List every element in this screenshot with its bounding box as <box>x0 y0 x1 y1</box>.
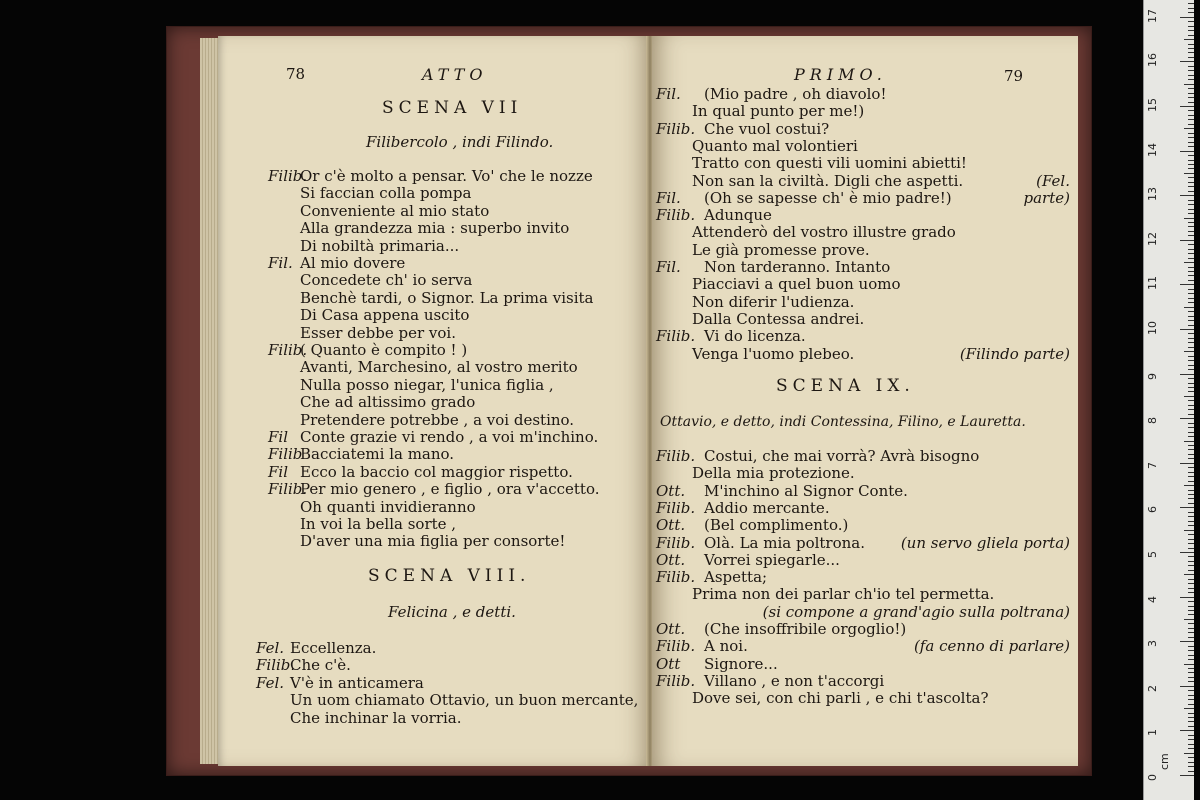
ruler-tick <box>1188 543 1194 544</box>
dialogue-line: Addio mercante. <box>704 498 830 517</box>
dialogue-line: Pretendere potrebbe , a voi destino. <box>300 410 575 429</box>
ruler-tick <box>1188 119 1194 120</box>
ruler-tick <box>1188 360 1194 361</box>
ruler-tick <box>1188 539 1194 540</box>
ruler-tick <box>1188 356 1194 357</box>
ruler-tick <box>1180 61 1194 62</box>
dialogue-line: (Mio padre , oh diavolo! <box>704 85 887 103</box>
dialogue-line: V'è in anticamera <box>290 673 424 692</box>
ruler-tick <box>1188 391 1194 392</box>
speaker-label: Filib. <box>268 480 308 499</box>
dialogue-line: Che c'è. <box>290 656 351 675</box>
dialogue-line: Benchè tardi, o Signor. La prima visita <box>300 288 594 307</box>
ruler-tick <box>1188 213 1194 214</box>
ruler-tick <box>1188 12 1194 13</box>
dialogue-line: Nulla posso niegar, l'unica figlia , <box>300 375 554 394</box>
ruler-tick <box>1188 650 1194 651</box>
ruler-tick <box>1188 690 1194 691</box>
ruler-tick <box>1188 365 1194 366</box>
speaker-label: Filib. <box>656 533 696 552</box>
ruler-tick <box>1188 721 1194 722</box>
ruler-tick <box>1188 565 1194 566</box>
speaker-label: Fil <box>268 462 289 481</box>
scene-ix-title: SCENA IX. <box>776 376 915 396</box>
ruler-tick <box>1188 333 1194 334</box>
ruler-tick <box>1188 436 1194 437</box>
ruler-tick <box>1184 485 1194 486</box>
ruler-tick <box>1188 280 1194 281</box>
ruler-tick <box>1188 579 1194 580</box>
ruler-tick <box>1188 115 1194 116</box>
ruler-tick <box>1188 168 1194 169</box>
ruler-tick <box>1188 423 1194 424</box>
right-running-head: PRIMO. <box>794 65 887 84</box>
scene-ix-characters: Ottavio, e detto, indi Contessina, Filino, e Lauretta. <box>660 414 1026 430</box>
ruler-tick <box>1184 530 1194 531</box>
ruler-tick <box>1180 552 1194 553</box>
ruler-tick <box>1188 556 1194 557</box>
ruler-tick <box>1188 3 1194 4</box>
ruler-tick <box>1188 548 1194 549</box>
ruler-tick <box>1188 498 1194 499</box>
stage-direction: (Filindo parte) <box>959 344 1070 363</box>
ruler-tick <box>1188 637 1194 638</box>
ruler-tick <box>1188 258 1194 259</box>
ruler-tick <box>1180 151 1194 152</box>
ruler-tick <box>1188 347 1194 348</box>
ruler-tick <box>1188 191 1194 192</box>
ruler-tick <box>1188 124 1194 125</box>
dialogue-line: Di Casa appena uscito <box>300 306 470 325</box>
left-running-head: ATTO <box>422 65 488 84</box>
ruler-tick <box>1188 646 1194 647</box>
speaker-label: Ott. <box>656 481 686 500</box>
ruler-tick <box>1188 88 1194 89</box>
ruler-tick <box>1188 762 1194 763</box>
speaker-label: Ott. <box>656 620 686 638</box>
scene-viii-characters: Felicina , e detti. <box>388 603 516 621</box>
ruler-number: 0 <box>1146 774 1159 781</box>
speaker-label: Filib. <box>656 671 696 690</box>
ruler-tick <box>1188 757 1194 758</box>
ruler-tick <box>1188 298 1194 299</box>
ruler-tick <box>1188 200 1194 201</box>
ruler-tick <box>1180 597 1194 598</box>
ruler-tick <box>1188 525 1194 526</box>
ruler-tick <box>1184 218 1194 219</box>
library-watermark <box>470 300 600 430</box>
ruler-tick <box>1188 704 1194 705</box>
ruler-tick <box>1188 606 1194 607</box>
ruler-tick <box>1188 659 1194 660</box>
speaker-label: Filib. <box>656 327 696 346</box>
ruler-number: 9 <box>1146 372 1159 380</box>
speaker-label: Filib. <box>656 498 696 517</box>
dialogue-line: Concedete ch' io serva <box>300 271 473 290</box>
ruler-tick <box>1188 454 1194 455</box>
dialogue-line: ( Quanto è compito ! ) <box>300 341 468 359</box>
ruler-tick <box>1188 338 1194 339</box>
dialogue-line: Esser debbe per voi. <box>300 323 456 342</box>
dialogue-line: Bacciatemi la mano. <box>300 445 455 464</box>
ruler-tick <box>1188 302 1194 303</box>
ruler-tick <box>1188 79 1194 80</box>
ruler-tick <box>1188 516 1194 517</box>
ruler-tick <box>1180 775 1194 776</box>
dialogue-line: Attenderò del vostro illustre grado <box>692 223 956 242</box>
ruler-tick <box>1188 369 1194 370</box>
ruler-tick <box>1188 320 1194 321</box>
ruler-tick <box>1188 481 1194 482</box>
ruler-tick <box>1188 146 1194 147</box>
ruler-tick <box>1188 695 1194 696</box>
ruler-tick <box>1188 588 1194 589</box>
ruler-tick <box>1188 668 1194 669</box>
dialogue-line: Conte grazie vi rendo , a voi m'inchino. <box>300 428 599 446</box>
dialogue-line: Si faccian colla pompa <box>300 184 472 203</box>
ruler-tick <box>1188 561 1194 562</box>
ruler-number: 11 <box>1146 276 1159 291</box>
ruler-number: 1 <box>1146 729 1159 737</box>
dialogue-line: Costui, che mai vorrà? Avrà bisogno <box>704 447 980 465</box>
ruler-tick <box>1188 623 1194 624</box>
ruler-tick <box>1188 628 1194 629</box>
ruler-tick <box>1180 195 1194 196</box>
ruler-tick <box>1188 253 1194 254</box>
ruler-tick <box>1188 383 1194 384</box>
dialogue-line: Al mio dovere <box>300 254 406 272</box>
dialogue-line: (Che insoffribile orgoglio!) <box>704 620 907 638</box>
ruler-tick <box>1188 614 1194 615</box>
ruler-tick <box>1180 686 1194 687</box>
ruler-tick <box>1188 601 1194 602</box>
ruler-tick <box>1188 275 1194 276</box>
ruler-tick <box>1180 106 1194 107</box>
ruler-tick <box>1188 387 1194 388</box>
speaker-label: Ott <box>656 654 681 673</box>
ruler-number: 4 <box>1146 595 1159 603</box>
speaker-label: Fil. <box>656 188 681 207</box>
scale-ruler <box>1143 0 1194 800</box>
dialogue-line: Della mia protezione. <box>692 464 855 483</box>
ruler-tick <box>1184 753 1194 754</box>
ruler-tick <box>1188 70 1194 71</box>
ruler-tick <box>1188 467 1194 468</box>
ruler-tick <box>1188 75 1194 76</box>
ruler-tick <box>1188 592 1194 593</box>
ruler-number: 15 <box>1146 98 1159 112</box>
ruler-tick <box>1180 329 1194 330</box>
ruler-tick <box>1188 21 1194 22</box>
stage-direction: (un servo gliela porta) <box>900 533 1070 552</box>
ruler-tick <box>1188 35 1194 36</box>
dialogue-line: Che ad altissimo grado <box>300 393 476 412</box>
ruler-tick <box>1180 374 1194 375</box>
ruler-tick <box>1188 209 1194 210</box>
scene-viii-title: SCENA VIII. <box>368 566 531 586</box>
speaker-label: Filib. <box>656 206 696 225</box>
ruler-tick <box>1188 521 1194 522</box>
ruler-tick <box>1188 222 1194 223</box>
ruler-tick <box>1180 418 1194 419</box>
ruler-tick <box>1188 48 1194 49</box>
ruler-tick <box>1180 284 1194 285</box>
speaker-label: Filib. <box>268 341 308 359</box>
ruler-tick <box>1188 717 1194 718</box>
dialogue-line: Adunque <box>704 206 772 225</box>
left-page-number: 78 <box>286 65 306 83</box>
ruler-tick <box>1188 458 1194 459</box>
ruler-tick <box>1188 713 1194 714</box>
dialogue-line: M'inchino al Signor Conte. <box>704 481 908 500</box>
ruler-tick <box>1188 632 1194 633</box>
dialogue-line: In voi la bella sorte , <box>300 515 457 533</box>
ruler-tick <box>1188 735 1194 736</box>
ruler-tick <box>1188 249 1194 250</box>
right-page-number: 79 <box>1004 67 1024 85</box>
ruler-tick <box>1188 672 1194 673</box>
ruler-tick <box>1188 699 1194 700</box>
ruler-tick <box>1188 30 1194 31</box>
ruler-number: 2 <box>1146 684 1159 692</box>
dialogue-line: Conveniente al mio stato <box>300 201 490 220</box>
dialogue-line: Olà. La mia poltrona. <box>704 533 866 552</box>
ruler-tick <box>1188 766 1194 767</box>
ruler-tick <box>1184 396 1194 397</box>
ruler-tick <box>1188 226 1194 227</box>
ruler-number: 13 <box>1146 187 1159 202</box>
ruler-tick <box>1180 507 1194 508</box>
stage-direction: (fa cenno di parlare) <box>913 637 1070 656</box>
dialogue-line: (Oh se sapesse ch' è mio padre!) <box>704 188 952 207</box>
ruler-tick <box>1188 400 1194 401</box>
speaker-label: Fil. <box>656 85 681 103</box>
ruler-tick <box>1188 267 1194 268</box>
right-page <box>652 36 1078 766</box>
stage-direction: parte) <box>1023 188 1070 207</box>
dialogue-line: Dove sei, con chi parli , e chi t'ascolta? <box>692 689 989 708</box>
ruler-tick <box>1188 160 1194 161</box>
ruler-tick <box>1188 744 1194 745</box>
ruler-tick <box>1180 240 1194 241</box>
ruler-tick <box>1188 739 1194 740</box>
dialogue-line: Prima non dei parlar ch'io tel permetta. <box>692 585 995 604</box>
ruler-tick <box>1188 570 1194 571</box>
ruler-tick <box>1188 325 1194 326</box>
ruler-number: 6 <box>1146 506 1159 514</box>
dialogue-line: Tratto con questi vili uomini abietti! <box>692 154 967 173</box>
dialogue-line: Ecco la baccio col maggior rispetto. <box>300 462 573 481</box>
speaker-label: Filib <box>268 445 303 464</box>
speaker-label: Filib. <box>268 167 308 185</box>
speaker-label: Fel. <box>256 673 285 692</box>
ruler-tick <box>1188 271 1194 272</box>
ruler-tick <box>1188 311 1194 312</box>
ruler-number: 7 <box>1146 461 1159 469</box>
ruler-tick <box>1184 619 1194 620</box>
ruler-tick <box>1188 726 1194 727</box>
ruler-tick <box>1188 204 1194 205</box>
ruler-tick <box>1184 173 1194 174</box>
ruler-tick <box>1188 57 1194 58</box>
dialogue-line: Non tarderanno. Intanto <box>704 258 891 276</box>
ruler-tick <box>1180 463 1194 464</box>
dialogue-line: Quanto mal volontieri <box>692 136 858 155</box>
dialogue-line: Piacciavi a quel buon uomo <box>692 275 901 294</box>
dialogue-line: Or c'è molto a pensar. Vo' che le nozze <box>300 167 593 185</box>
speaker-label: Filib. <box>656 637 696 656</box>
ruler-tick <box>1180 641 1194 642</box>
dialogue-line: A noi. <box>704 637 748 656</box>
dialogue-line: (Bel complimento.) <box>704 516 849 535</box>
ruler-tick <box>1188 445 1194 446</box>
ruler-tick <box>1188 66 1194 67</box>
speaker-label: Fel. <box>256 639 285 657</box>
ruler-tick <box>1184 84 1194 85</box>
ruler-tick <box>1188 534 1194 535</box>
ruler-tick <box>1188 414 1194 415</box>
ruler-tick <box>1184 307 1194 308</box>
scene-vii-characters: Filibercolo , indi Filindo. <box>366 133 554 151</box>
scene-vii-title: SCENA VII <box>382 98 523 118</box>
dialogue-line: Aspetta; <box>704 568 768 587</box>
ruler-tick <box>1188 583 1194 584</box>
ruler-tick <box>1188 44 1194 45</box>
ruler-tick <box>1188 102 1194 103</box>
ruler-tick <box>1188 405 1194 406</box>
dialogue-line: Un uom chiamato Ottavio, un buon mercante, <box>290 691 639 710</box>
ruler-tick <box>1188 182 1194 183</box>
ruler-tick <box>1180 730 1194 731</box>
ruler-tick <box>1188 155 1194 156</box>
ruler-tick <box>1188 316 1194 317</box>
dialogue-line: Non san la civiltà. Digli che aspetti. <box>692 171 964 190</box>
ruler-tick <box>1188 164 1194 165</box>
dialogue-line: In qual punto per me!) <box>692 102 865 121</box>
ruler-tick <box>1188 503 1194 504</box>
ruler-tick <box>1188 472 1194 473</box>
ruler-tick <box>1188 494 1194 495</box>
ruler-number: 16 <box>1146 53 1159 68</box>
dialogue-line: Vorrei spiegarle... <box>704 550 840 569</box>
ruler-tick <box>1188 512 1194 513</box>
dialogue-line: Avanti, Marchesino, al vostro merito <box>300 358 578 377</box>
ruler-tick <box>1188 681 1194 682</box>
ruler-tick <box>1184 351 1194 352</box>
speaker-label: Fil <box>268 428 289 446</box>
ruler-tick <box>1188 52 1194 53</box>
ruler-tick <box>1180 17 1194 18</box>
ruler-tick <box>1188 409 1194 410</box>
ruler-tick <box>1188 142 1194 143</box>
speaker-label: Filib. <box>656 119 696 138</box>
ruler-number: 3 <box>1146 640 1159 648</box>
dialogue-line: Signore... <box>704 654 778 673</box>
ruler-tick <box>1188 137 1194 138</box>
ruler-tick <box>1188 293 1194 294</box>
dialogue-line: Che inchinar la vorria. <box>290 708 462 727</box>
ruler-tick <box>1188 97 1194 98</box>
ruler-tick <box>1188 177 1194 178</box>
ruler-tick <box>1184 128 1194 129</box>
dialogue-line: Non diferir l'udienza. <box>692 292 855 311</box>
ruler-tick <box>1188 427 1194 428</box>
ruler-tick <box>1188 110 1194 111</box>
ruler-tick <box>1188 432 1194 433</box>
ruler-tick <box>1188 378 1194 379</box>
ruler-tick <box>1188 655 1194 656</box>
ruler-tick <box>1188 8 1194 9</box>
ruler-tick <box>1188 231 1194 232</box>
ruler-tick <box>1184 664 1194 665</box>
ruler-tick <box>1188 342 1194 343</box>
stage-direction: (si compone a grand'agio sulla poltrana) <box>762 602 1070 621</box>
speaker-label: Filib. <box>656 447 696 465</box>
ruler-tick <box>1188 26 1194 27</box>
ruler-tick <box>1184 39 1194 40</box>
speaker-label: Filib. <box>656 568 696 587</box>
speaker-label: Ott. <box>656 516 686 535</box>
ruler-tick <box>1188 93 1194 94</box>
ruler-tick <box>1188 610 1194 611</box>
ruler-number: 12 <box>1146 231 1159 246</box>
ruler-number: 10 <box>1146 321 1159 335</box>
dialogue-line: Venga l'uomo plebeo. <box>692 344 855 363</box>
stage-direction: (Fel. <box>1036 171 1070 190</box>
speaker-label: Ott. <box>656 550 686 569</box>
ruler-tick <box>1188 133 1194 134</box>
ruler-tick <box>1188 235 1194 236</box>
ruler-tick <box>1188 449 1194 450</box>
ruler-tick <box>1188 677 1194 678</box>
ruler-number: 17 <box>1146 8 1159 23</box>
dialogue-line: Alla grandezza mia : superbo invito <box>300 219 570 238</box>
ruler-tick <box>1188 490 1194 491</box>
ruler-number: 5 <box>1146 551 1159 558</box>
ruler-tick <box>1188 476 1194 477</box>
speaker-label: Filib. <box>256 656 296 675</box>
dialogue-line: Di nobiltà primaria... <box>300 236 460 255</box>
ruler-tick <box>1188 748 1194 749</box>
dialogue-line: Per mio genero , e figlio , ora v'accetto. <box>300 480 600 499</box>
ruler-number: 14 <box>1146 142 1159 157</box>
dialogue-line: Oh quanti invidieranno <box>300 497 476 516</box>
speaker-label: Fil. <box>656 258 681 276</box>
ruler-unit-label: cm <box>1158 753 1171 770</box>
speaker-label: Fil. <box>268 254 293 272</box>
dialogue-line: Dalla Contessa andrei. <box>692 309 865 328</box>
ruler-number: 8 <box>1146 417 1159 425</box>
ruler-tick <box>1184 574 1194 575</box>
ruler-tick <box>1188 289 1194 290</box>
ruler-tick <box>1188 244 1194 245</box>
ruler-tick <box>1188 771 1194 772</box>
dialogue-line: Vi do licenza. <box>704 327 806 346</box>
dialogue-line: Le già promesse prove. <box>692 240 870 259</box>
ruler-tick <box>1184 262 1194 263</box>
ruler-tick <box>1188 186 1194 187</box>
ruler-tick <box>1184 441 1194 442</box>
dialogue-line: Eccellenza. <box>290 639 377 657</box>
dialogue-line: Che vuol costui? <box>704 119 830 138</box>
dialogue-line: Villano , e non t'accorgi <box>704 671 885 690</box>
ruler-tick <box>1184 708 1194 709</box>
page-edges <box>200 38 220 764</box>
dialogue-line: D'aver una mia figlia per consorte! <box>300 532 566 551</box>
